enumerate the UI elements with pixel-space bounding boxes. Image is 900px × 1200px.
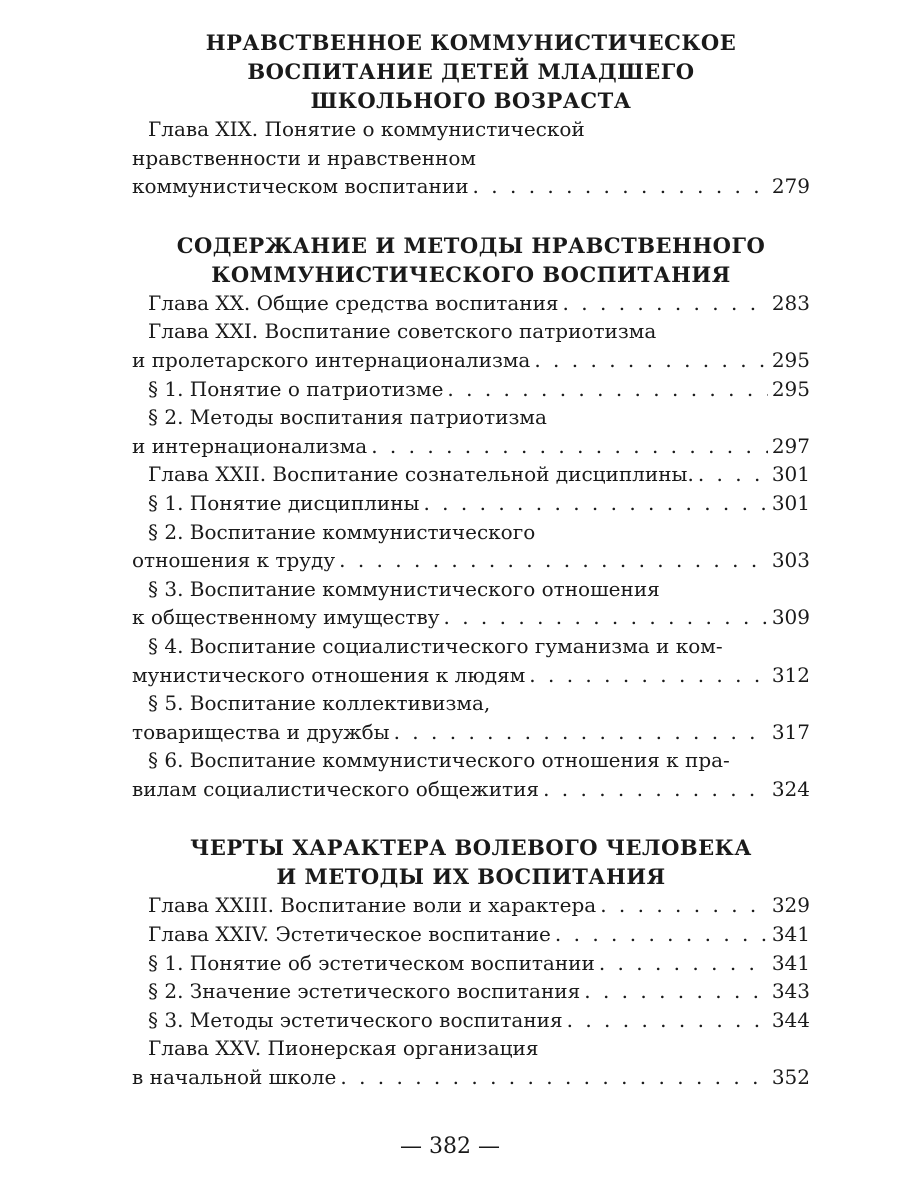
entry-page-number: 279 — [771, 174, 810, 199]
leader-dots — [444, 603, 768, 632]
entry-text: Глава XXII. Воспитание сознательной дисциплины. — [148, 462, 694, 487]
leader-dots — [447, 375, 767, 404]
entry-text: § 3. Методы эстетического воспитания — [148, 1007, 563, 1032]
entry-text: § 6. Воспитание коммунистического отношения к пра- — [148, 748, 730, 773]
section-heading — [124, 231, 818, 289]
toc-entry — [132, 575, 810, 632]
entry-page-number: 341 — [771, 950, 810, 975]
section-heading-line: ШКОЛЬНОГО ВОЗРАСТА — [310, 88, 632, 113]
entry-text: § 4. Воспитание социалистического гуманизма и ком- — [148, 633, 723, 658]
leader-dots — [340, 1063, 767, 1092]
entry-text: и пролетарского интернационализма — [132, 347, 531, 372]
entry-page-number: 324 — [771, 776, 810, 801]
entry-text: § 5. Воспитание коллективизма, — [148, 691, 491, 716]
entry-text: коммунистическом воспитании — [132, 174, 469, 199]
leader-dots — [584, 977, 768, 1006]
leader-dots — [698, 460, 768, 489]
entry-page-number: 352 — [771, 1065, 810, 1090]
leader-dots — [600, 891, 768, 920]
entry-page-number: 329 — [771, 893, 810, 918]
section-heading — [124, 28, 818, 115]
entry-page-number: 297 — [771, 433, 810, 458]
entry-page-number: 295 — [771, 376, 810, 401]
toc-section — [132, 231, 810, 804]
entry-text: § 2. Воспитание коммунистического — [148, 519, 536, 544]
toc-entry — [132, 746, 810, 803]
entry-text: Глава XXIV. Эстетическое воспитание — [148, 922, 551, 947]
entry-text: Глава XXV. Пионерская организация — [148, 1036, 539, 1061]
entry-text: § 2. Методы воспитания патриотизма — [148, 405, 547, 430]
entry-text: отношения к труду — [132, 548, 336, 573]
entry-text: к общественному имуществу — [132, 605, 440, 630]
toc-entry — [132, 977, 810, 1006]
leader-dots — [394, 718, 768, 747]
toc-section — [132, 833, 810, 1091]
leader-dots — [529, 661, 768, 690]
toc-entry — [132, 920, 810, 949]
section-heading-line: КОММУНИСТИЧЕСКОГО ВОСПИТАНИЯ — [211, 261, 731, 287]
entry-page-number: 343 — [771, 979, 810, 1004]
entry-page-number: 301 — [771, 462, 810, 487]
entry-text: § 2. Значение эстетического воспитания — [148, 979, 581, 1004]
section-heading-line: НРАВСТВЕННОЕ КОММУНИСТИЧЕСКОЕ — [205, 30, 737, 55]
entry-page-number: 301 — [771, 490, 810, 515]
section-heading-line: И МЕТОДЫ ИХ ВОСПИТАНИЯ — [276, 864, 666, 890]
entry-page-number: 317 — [771, 719, 810, 744]
section-heading-line: ВОСПИТАНИЕ ДЕТЕЙ МЛАДШЕГО — [247, 59, 695, 84]
entry-text: мунистического отношения к людям — [132, 662, 526, 687]
entry-page-number: 309 — [771, 605, 810, 630]
leader-dots — [339, 546, 768, 575]
entry-text: и интернационализма — [132, 433, 368, 458]
toc-entry — [132, 518, 810, 575]
toc-entry — [132, 375, 810, 404]
toc-entry — [132, 489, 810, 518]
table-of-contents — [132, 28, 810, 1122]
entry-text: вилам социалистического общежития — [132, 776, 540, 801]
entry-text: Глава XX. Общие средства воспитания — [148, 290, 559, 315]
entry-text: § 1. Понятие об эстетическом воспитании — [148, 950, 595, 975]
leader-dots — [563, 289, 768, 318]
toc-section — [132, 28, 810, 201]
leader-dots — [534, 346, 767, 375]
toc-entry — [132, 289, 810, 318]
entry-page-number: 341 — [771, 922, 810, 947]
leader-dots — [371, 432, 768, 461]
entry-text: в начальной школе — [132, 1065, 337, 1090]
entry-text: Глава XXIII. Воспитание воли и характера — [148, 893, 597, 918]
entry-page-number: 283 — [771, 290, 810, 315]
toc-entry — [132, 689, 810, 746]
toc-entry — [132, 115, 810, 201]
leader-dots — [555, 920, 768, 949]
entry-page-number: 344 — [771, 1007, 810, 1032]
entry-text: нравственности и нравственном — [132, 145, 476, 170]
entry-text: § 3. Воспитание коммунистического отношения — [148, 576, 660, 601]
leader-dots — [543, 775, 768, 804]
entry-text: товарищества и дружбы — [132, 719, 390, 744]
page-number: — 382 — — [400, 1134, 500, 1159]
toc-entry — [132, 949, 810, 978]
toc-entry — [132, 1006, 810, 1035]
entry-text: § 1. Понятие дисциплины — [148, 490, 420, 515]
toc-entry — [132, 317, 810, 374]
toc-entry — [132, 891, 810, 920]
entry-text: § 1. Понятие о патриотизме — [148, 376, 444, 401]
entry-text: Глава XXI. Воспитание советского патриотизма — [148, 319, 657, 344]
toc-entry — [132, 1034, 810, 1091]
toc-entry — [132, 460, 810, 489]
leader-dots — [423, 489, 767, 518]
entry-page-number: 312 — [771, 662, 810, 687]
section-heading-line: СОДЕРЖАНИЕ И МЕТОДЫ НРАВСТВЕННОГО — [176, 232, 766, 258]
leader-dots — [567, 1006, 768, 1035]
section-heading-line: ЧЕРТЫ ХАРАКТЕРА ВОЛЕВОГО ЧЕЛОВЕКА — [190, 835, 752, 861]
entry-page-number: 295 — [771, 347, 810, 372]
section-heading — [124, 833, 818, 891]
entry-text: Глава XIX. Понятие о коммунистической — [148, 117, 585, 141]
leader-dots — [473, 172, 768, 201]
toc-entry — [132, 403, 810, 460]
entry-page-number: 303 — [771, 548, 810, 573]
toc-entry — [132, 632, 810, 689]
leader-dots — [599, 949, 768, 978]
